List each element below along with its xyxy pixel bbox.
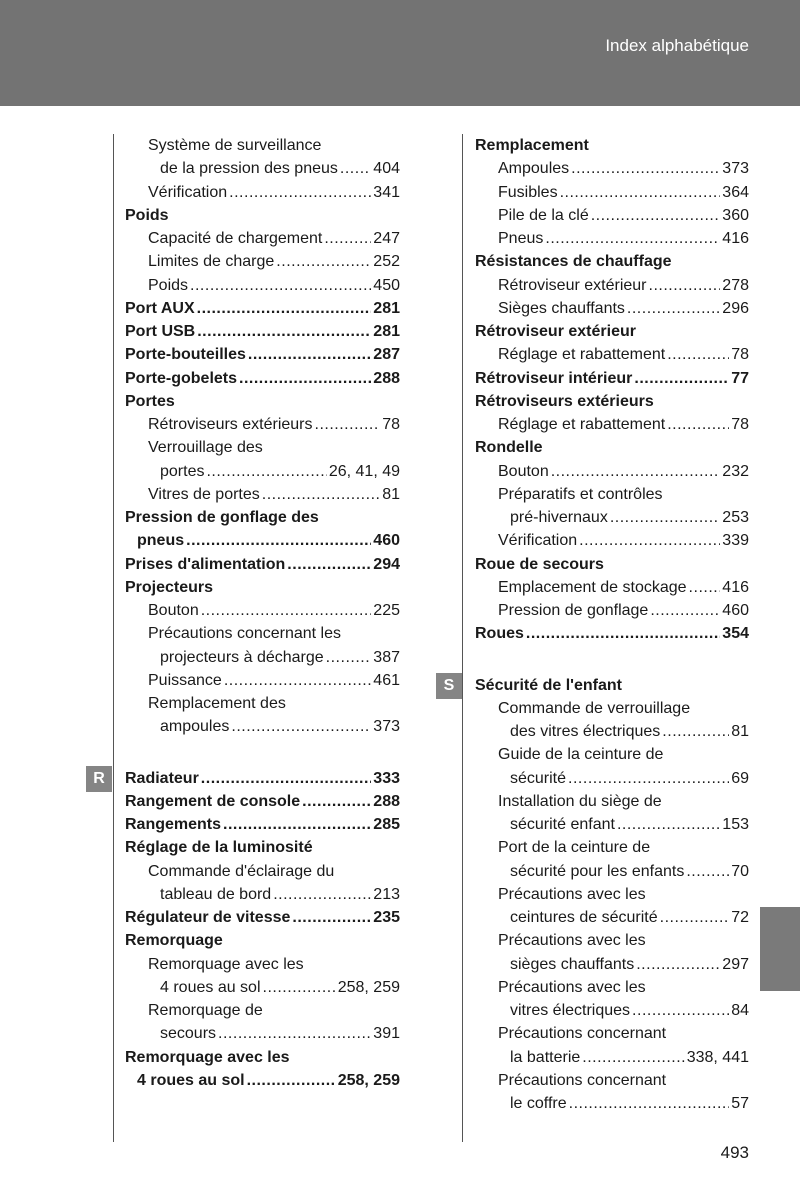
index-entry [125,790,400,813]
dot-leader [617,813,720,836]
letter-section-gap [475,646,749,674]
index-subentry [475,1069,749,1092]
index-subentry [475,227,749,250]
letter-section-r [125,767,400,1093]
index-subentry [125,622,400,645]
dot-leader [201,767,372,790]
dot-leader [197,320,371,343]
entry-text: Précautions avec les [498,885,646,903]
dot-leader [276,250,371,273]
dot-leader [201,599,372,622]
index-entry [475,622,749,645]
entry-text: Roue de secours [475,555,604,573]
index-subentry [475,929,749,952]
index-subentry [125,413,400,436]
entry-text: Port de la ceinture de [498,839,651,857]
index-entry [475,553,749,576]
index-entry [475,367,749,390]
page-ref: 294 [373,555,400,573]
index-subentry [475,576,749,599]
entry-text: Précautions concernant [498,1025,667,1043]
dot-leader [551,460,721,483]
index-subentry [475,297,749,320]
page-ref: 297 [722,955,749,973]
page-ref: 153 [722,816,749,833]
entry-text: Vérification [498,532,578,550]
entry-text: Installation du siège de [498,792,662,810]
entry-text: Précautions avec les [498,978,646,996]
index-subentry [475,413,749,436]
index-subentry [125,1022,400,1045]
index-subentry [125,976,400,999]
page-ref: 213 [373,885,400,903]
index-subentry [475,860,749,883]
index-entry [125,929,400,952]
index-subentry [475,743,749,766]
entry-text: Pile de la clé [498,206,589,224]
entry-text: Port USB [125,323,196,340]
page-ref: 258, 259 [337,978,400,996]
page-ref: 252 [373,253,400,271]
index-entry [125,553,400,576]
index-subentry [475,697,749,720]
entry-text: Réglage et rabattement [498,416,666,433]
dot-leader [660,906,730,929]
entry-text: Réglage de la luminosité [125,839,313,857]
entry-text: tableau de bord [160,885,272,903]
dot-leader [287,553,371,576]
page-ref: 364 [722,183,749,201]
letter-section-s [475,674,749,1116]
index-entry [475,674,749,697]
index-subentry [475,599,749,622]
index-subentry [125,250,400,273]
page-ref: 77 [731,369,749,387]
index-subentry [475,460,749,483]
page-ref: 373 [722,160,749,178]
index-subentry [125,646,400,669]
dot-leader [218,1022,371,1045]
index-subentry [125,1069,400,1092]
dot-leader [526,622,720,645]
page-ref: 225 [373,602,400,619]
entry-text: Pression de gonflage des [125,509,319,526]
entry-text: Pneus [498,230,544,247]
index-entry [125,576,400,599]
dot-leader [634,367,729,390]
index-subentry [475,1092,749,1115]
index-entry [475,390,749,413]
entry-text: Rétroviseurs extérieurs [148,416,313,433]
dot-leader [568,767,729,790]
page-ref: 81 [731,723,749,740]
dot-leader [545,227,720,250]
entry-text: Précautions concernant les [148,625,341,643]
index-subentry [475,1022,749,1045]
index-subentry [125,181,400,204]
dot-leader [689,576,721,599]
dot-leader [326,646,372,669]
page-ref: 232 [722,462,749,480]
page-ref: 338, 441 [686,1048,749,1066]
entry-text: vitres électriques [510,1002,631,1019]
index-subentry [475,767,749,790]
section-title: Index alphabétique [605,36,749,55]
dot-leader [186,529,371,552]
dot-leader [224,669,371,692]
chapter-thumb-tab [760,907,800,991]
index-column-left [125,134,400,1092]
entry-text: pneus [137,532,185,550]
dot-leader [650,599,720,622]
index-subentry [125,157,400,180]
dot-leader [579,529,720,552]
dot-leader [197,297,372,320]
entry-text: Système de surveillance [148,137,322,154]
index-subentry [475,976,749,999]
index-entry [125,767,400,790]
dot-leader [302,790,371,813]
letter-section-gap [125,739,400,767]
dot-leader [662,720,729,743]
entry-text: portes [160,462,205,480]
index-subentry [475,906,749,929]
index-subentry [125,715,400,738]
entry-text: Rétroviseurs extérieurs [475,392,654,410]
index-entry [125,1046,400,1069]
entry-text: Projecteurs [125,578,214,596]
dot-leader [248,343,371,366]
index-subentry [125,134,400,157]
page-ref: 391 [373,1025,400,1043]
index-subentry [475,204,749,227]
page-ref: 81 [382,485,400,503]
index-subentry [125,999,400,1022]
index-entry [475,436,749,459]
page-ref: 373 [373,718,400,736]
page-ref: 253 [722,509,749,526]
index-entry [125,906,400,929]
index-block [125,134,400,739]
section-letter-s: S [436,673,462,699]
dot-leader [206,460,326,483]
index-entry [475,320,749,343]
page-ref: 78 [731,346,749,364]
dot-leader [560,181,721,204]
entry-text: Remorquage avec les [125,1048,290,1066]
entry-text: secours [160,1025,217,1043]
dot-leader [649,274,721,297]
index-subentry [475,790,749,813]
page-ref: 70 [731,862,749,880]
entry-text: pré-hivernaux [510,509,608,526]
index-entry [125,297,400,320]
index-entry [125,367,400,390]
index-subentry [125,860,400,883]
index-subentry [475,506,749,529]
entry-text: sécurité [510,769,567,787]
index-subentry [475,343,749,366]
page-ref: 360 [722,206,749,224]
entry-text: Prises d'alimentation [125,555,286,573]
index-subentry [125,883,400,906]
entry-text: ceintures de sécurité [510,909,658,926]
entry-text: Rétroviseur intérieur [475,369,633,387]
entry-text: Guide de la ceinture de [498,746,664,764]
entry-text: Rondelle [475,439,543,457]
entry-text: Rangements [125,816,222,833]
entry-text: Bouton [148,602,199,619]
entry-text: Remorquage de [148,1002,263,1019]
entry-text: Limites de charge [148,253,275,271]
index-entry [125,836,400,859]
page-ref: 84 [731,1002,749,1019]
page-ref: 78 [382,416,400,433]
page-ref: 78 [731,416,749,433]
dot-leader [223,813,371,836]
dot-leader [632,999,729,1022]
entry-text: Radiateur [125,769,199,787]
dot-leader [571,157,720,180]
dot-leader [591,204,721,227]
page-ref: 296 [722,299,749,317]
entry-text: des vitres électriques [510,723,661,740]
entry-text: 4 roues au sol [160,978,261,996]
page-ref: 461 [373,671,400,689]
dot-leader [273,883,371,906]
dot-leader [610,506,720,529]
dot-leader [636,953,720,976]
entry-text: sièges chauffants [510,955,635,973]
entry-text: projecteurs à décharge [160,648,324,666]
index-entry [475,250,749,273]
index-subentry [125,599,400,622]
index-subentry [475,813,749,836]
entry-text: Rétroviseur extérieur [498,276,647,294]
entry-text: Verrouillage des [148,439,263,457]
dot-leader [627,297,720,320]
entry-text: Porte-gobelets [125,369,238,387]
page-ref: 339 [722,532,749,550]
entry-text: Emplacement de stockage [498,578,687,596]
entry-text: Poids [148,276,189,294]
page-ref: 450 [373,276,400,294]
entry-text: Poids [125,206,169,224]
index-subentry [125,227,400,250]
dot-leader [340,157,371,180]
entry-text: Remorquage avec les [148,955,304,973]
index-subentry [475,181,749,204]
entry-text: sécurité pour les enfants [510,862,685,880]
page-ref: 341 [373,183,400,201]
dot-leader [231,715,371,738]
dot-leader [239,367,371,390]
page-ref: 460 [373,532,400,550]
index-entry [125,813,400,836]
entry-text: Puissance [148,671,222,689]
index-subentry [125,436,400,459]
dot-leader [229,181,371,204]
dot-leader [315,413,381,436]
page-ref: 235 [373,909,400,926]
entry-text: Remplacement des [148,695,286,712]
page-ref: 416 [722,230,749,247]
dot-leader [667,343,729,366]
index-subentry [475,836,749,859]
entry-text: le coffre [510,1095,567,1112]
page-ref: 258, 259 [337,1071,400,1089]
page-ref: 278 [722,276,749,294]
entry-text: sécurité enfant [510,816,615,833]
page-ref: 57 [731,1095,749,1112]
index-subentry [125,669,400,692]
entry-text: Capacité de chargement [148,230,323,247]
entry-text: Fusibles [498,183,558,201]
dot-leader [569,1092,730,1115]
entry-text: Régulateur de vitesse [125,909,291,926]
entry-text: de la pression des pneus [160,160,338,178]
page-ref: 288 [373,369,400,387]
entry-text: Préparatifs et contrôles [498,485,663,503]
entry-text: Sécurité de l'enfant [475,676,622,694]
index-entry [125,506,400,529]
index-subentry [125,953,400,976]
index-entry [125,320,400,343]
index-column-right [475,134,749,1115]
entry-text: Ampoules [498,160,570,178]
index-subentry [125,529,400,552]
page-ref: 416 [722,578,749,596]
page-header [0,0,800,106]
page-number: 493 [720,1143,749,1162]
index-subentry [125,460,400,483]
entry-text: Commande d'éclairage du [148,862,335,880]
page-ref: 287 [373,346,400,364]
dot-leader [324,227,371,250]
entry-text: Précautions avec les [498,932,646,950]
dot-leader [582,1046,684,1069]
page-ref: 285 [373,816,400,833]
page-ref: 354 [722,625,749,643]
page-ref: 288 [373,792,400,810]
entry-text: 4 roues au sol [137,1071,245,1089]
page-ref: 460 [722,602,749,619]
entry-text: Bouton [498,462,549,480]
page-ref: 26, 41, 49 [328,462,400,480]
index-subentry [475,720,749,743]
dot-leader [190,274,371,297]
index-subentry [475,529,749,552]
entry-text: Rangement de console [125,792,301,810]
page-ref: 72 [731,909,749,926]
entry-text: Roues [475,625,524,643]
page-ref: 281 [373,323,400,340]
entry-text: Vitres de portes [148,485,260,503]
index-subentry [475,483,749,506]
dot-leader [247,1069,336,1092]
entry-text: Port AUX [125,299,195,317]
page-ref: 404 [373,160,400,178]
page-ref: 69 [731,769,749,787]
center-column-rule [462,134,463,1142]
entry-text: Sièges chauffants [498,299,625,317]
dot-leader [263,976,336,999]
index-subentry [475,157,749,180]
index-entry [125,390,400,413]
dot-leader [262,483,380,506]
dot-leader [686,860,729,883]
entry-text: ampoules [160,718,230,736]
entry-text: Commande de verrouillage [498,699,691,717]
index-subentry [475,883,749,906]
index-subentry [475,999,749,1022]
entry-text: Résistances de chauffage [475,253,672,271]
index-subentry [125,483,400,506]
index-subentry [475,1046,749,1069]
entry-text: Vérification [148,183,228,201]
page-ref: 333 [373,769,400,787]
left-column-rule [113,134,114,1142]
index-entry [125,343,400,366]
index-subentry [475,953,749,976]
index-subentry [125,274,400,297]
page-ref: 247 [373,230,400,247]
entry-text: la batterie [510,1048,581,1066]
entry-text: Pression de gonflage [498,602,649,619]
page-ref: 281 [373,299,400,317]
dot-leader [292,906,371,929]
entry-text: Remplacement [475,137,589,154]
section-letter-r: R [86,766,112,792]
index-subentry [125,692,400,715]
entry-text: Rétroviseur extérieur [475,323,636,340]
entry-text: Porte-bouteilles [125,346,246,364]
page-ref: 387 [373,648,400,666]
index-entry [475,134,749,157]
entry-text: Portes [125,392,175,410]
entry-text: Réglage et rabattement [498,346,666,364]
index-subentry [475,274,749,297]
dot-leader [667,413,729,436]
index-block [475,134,749,646]
entry-text: Précautions concernant [498,1071,667,1089]
entry-text: Remorquage [125,932,223,950]
index-entry [125,204,400,227]
